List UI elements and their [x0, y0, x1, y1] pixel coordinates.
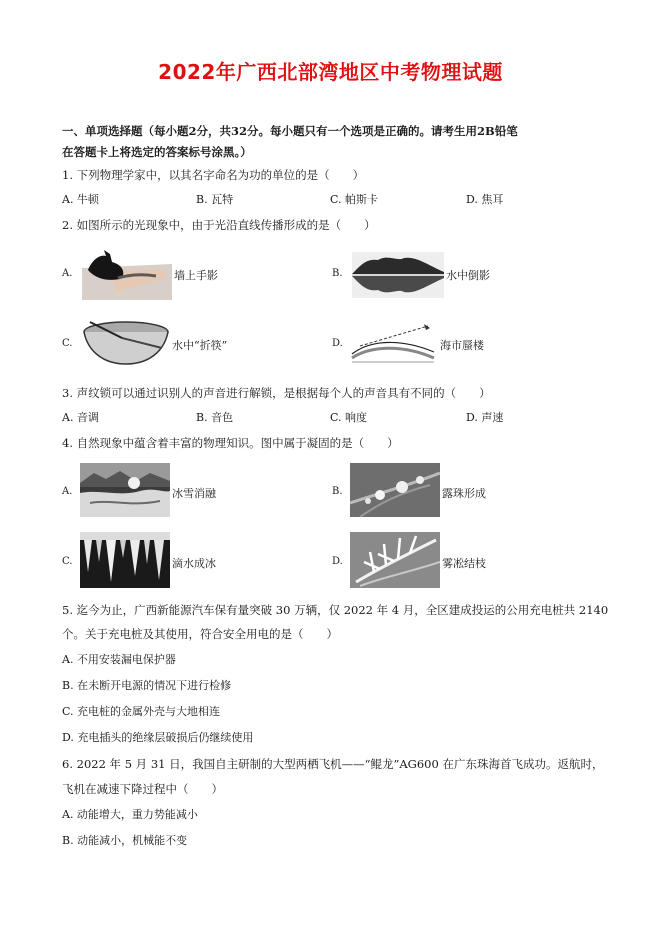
- q2-option-a-caption: 墙上手影: [174, 269, 218, 282]
- q3-option-c: C. 响度: [330, 411, 368, 424]
- mirage-diagram-image: [350, 320, 436, 366]
- q4-option-a-label: A.: [62, 486, 73, 497]
- q4-option-b-caption: 露珠形成: [442, 487, 486, 500]
- hand-shadow-image: [82, 248, 172, 300]
- q2-option-b-caption: 水中倒影: [446, 269, 490, 282]
- q4-option-d-caption: 雾凇结枝: [442, 557, 486, 570]
- q3-option-b: B. 音色: [196, 411, 234, 424]
- question-3-stem: 3. 声纹锁可以通过识别人的声音进行解锁，是根据每个人的声音具有不同的（ ）: [62, 386, 491, 400]
- q2-option-c-caption: 水中“折筷”: [172, 339, 228, 352]
- question-5-stem-line1: 5. 迄今为止，广西新能源汽车保有量突破 30 万辆，仅 2022 年 4 月，全区建成投运的公用充电桩共 2140: [62, 603, 609, 617]
- q2-option-a-label: A.: [62, 268, 73, 279]
- q5-option-b: B. 在未断开电源的情况下进行检修: [62, 679, 232, 692]
- q1-option-d: D. 焦耳: [466, 193, 504, 206]
- icicles-image: [80, 532, 170, 588]
- water-reflection-image: [352, 252, 444, 298]
- melting-snow-image: [80, 463, 170, 517]
- q1-option-c: C. 帕斯卡: [330, 193, 379, 206]
- section-heading-line2: 在答题卡上将选定的答案标号涂黑。）: [62, 145, 252, 159]
- q3-option-d: D. 声速: [466, 411, 504, 424]
- question-6-stem-line1: 6. 2022 年 5 月 31 日，我国自主研制的大型两栖飞机——“鲲龙”AG600 在广东珠海首飞成功。返航时，: [62, 757, 604, 771]
- q5-option-c: C. 充电桩的金属外壳与大地相连: [62, 705, 221, 718]
- question-2-stem: 2. 如图所示的光现象中，由于光沿直线传播形成的是（ ）: [62, 218, 376, 232]
- q4-option-b-label: B.: [332, 486, 343, 497]
- q2-option-b-label: B.: [332, 268, 343, 279]
- page-title: 2022年广西北部湾地区中考物理试题: [158, 60, 503, 84]
- q5-option-d: D. 充电插头的绝缘层破损后仍继续使用: [62, 731, 254, 744]
- q2-option-d-label: D.: [332, 338, 343, 349]
- q4-option-d-label: D.: [332, 556, 343, 567]
- section-heading-line1: 一、单项选择题（每小题2分，共32分。每小题只有一个选项是正确的。请考生用2B铅笔: [62, 124, 518, 138]
- q5-option-a: A. 不用安装漏电保护器: [62, 653, 176, 666]
- q6-option-b: B. 动能减小，机械能不变: [62, 834, 188, 847]
- q2-option-c-label: C.: [62, 338, 73, 349]
- q4-option-c-caption: 滴水成冰: [172, 557, 216, 570]
- question-4-stem: 4. 自然现象中蕴含着丰富的物理知识。图中属于凝固的是（ ）: [62, 436, 399, 450]
- question-6-stem-line2: 飞机在减速下降过程中（ ）: [62, 782, 223, 796]
- question-5-stem-line2: 个。关于充电桩及其使用，符合安全用电的是（ ）: [62, 627, 338, 641]
- frost-branch-image: [350, 532, 440, 588]
- q1-option-a: A. 牛顿: [62, 193, 99, 206]
- q6-option-a: A. 动能增大，重力势能减小: [62, 808, 198, 821]
- bowl-chopstick-image: [82, 318, 170, 368]
- question-1-stem: 1. 下列物理学家中，以其名字命名为功的单位的是（ ）: [62, 168, 365, 182]
- dew-drops-image: [350, 463, 440, 517]
- q3-option-a: A. 音调: [62, 411, 99, 424]
- q4-option-c-label: C.: [62, 556, 73, 567]
- q2-option-d-caption: 海市蜃楼: [440, 339, 484, 352]
- q4-option-a-caption: 冰雪消融: [172, 487, 216, 500]
- q1-option-b: B. 瓦特: [196, 193, 234, 206]
